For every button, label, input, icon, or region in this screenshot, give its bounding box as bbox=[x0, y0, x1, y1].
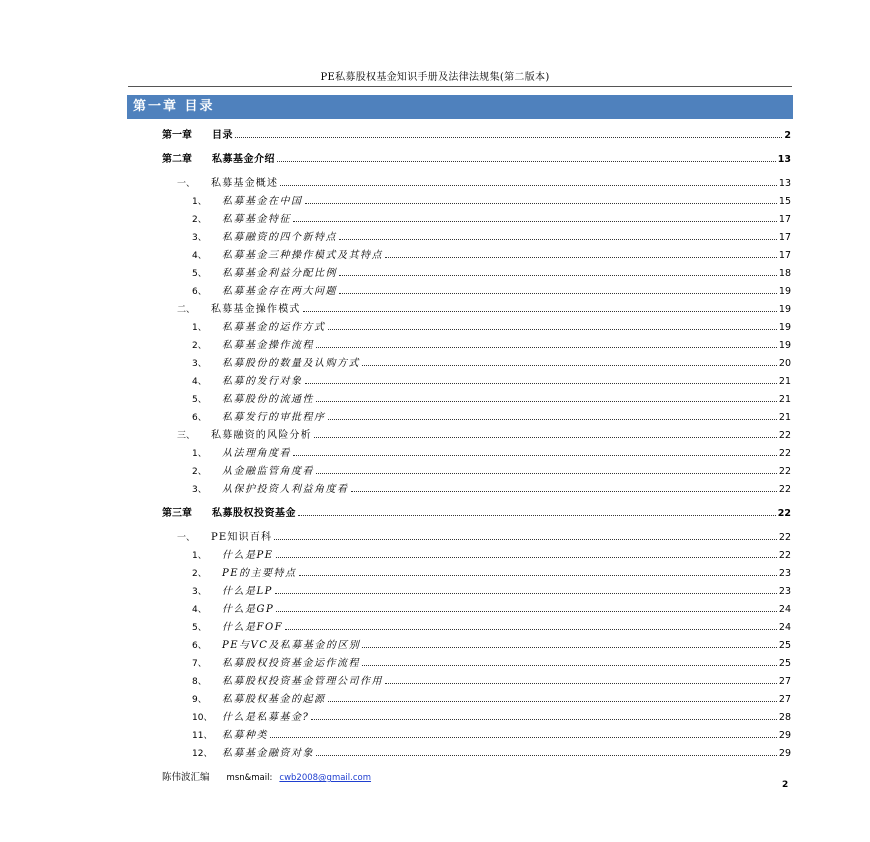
toc-entry-number: 6、 bbox=[192, 287, 207, 297]
toc-entry[interactable] bbox=[192, 545, 791, 561]
toc-entry[interactable] bbox=[192, 581, 791, 597]
toc-entry[interactable] bbox=[192, 371, 791, 387]
toc-entry-page: 22 bbox=[778, 448, 791, 459]
toc-entry-label: 私募基金概述 bbox=[211, 178, 279, 189]
toc-entry[interactable] bbox=[192, 317, 791, 333]
toc-entry-number: 7、 bbox=[192, 659, 207, 669]
toc-entry-page: 21 bbox=[778, 394, 791, 405]
toc-entry-number: 3、 bbox=[192, 587, 207, 597]
toc-entry-label: 什么是GP bbox=[222, 604, 275, 615]
toc-entry-label: 从金融监管角度看 bbox=[222, 466, 314, 477]
toc-entry-number: 11、 bbox=[192, 731, 213, 741]
toc-entry[interactable] bbox=[192, 407, 791, 423]
toc-dot-leader bbox=[277, 161, 776, 162]
toc-dot-leader bbox=[293, 221, 777, 222]
toc-dot-leader bbox=[339, 275, 777, 276]
toc-entry-number: 4、 bbox=[192, 605, 207, 615]
toc-entry-number: 5、 bbox=[192, 623, 207, 633]
toc-entry-page: 22 bbox=[778, 430, 791, 441]
toc-dot-leader bbox=[293, 455, 777, 456]
toc-entry-label: 私募基金利益分配比例 bbox=[222, 268, 337, 279]
toc-entry-number: 4、 bbox=[192, 251, 207, 261]
toc-entry[interactable] bbox=[162, 149, 791, 165]
toc-entry-number: 1、 bbox=[192, 449, 207, 459]
toc-entry-page: 25 bbox=[778, 640, 791, 651]
toc-dot-leader bbox=[303, 311, 777, 312]
toc-entry-label: 从法理角度看 bbox=[222, 448, 291, 459]
toc-dot-leader bbox=[305, 203, 777, 204]
toc-dot-leader bbox=[362, 365, 777, 366]
toc-entry[interactable] bbox=[192, 707, 791, 723]
toc-entry-label: 什么是FOF bbox=[222, 622, 284, 633]
toc-entry-label: 私募股权基金的起源 bbox=[222, 694, 326, 705]
toc-entry-page: 21 bbox=[778, 376, 791, 387]
toc-entry-number: 8、 bbox=[192, 677, 207, 687]
page-number: 2 bbox=[782, 780, 789, 790]
toc-entry-number: 2、 bbox=[192, 467, 207, 477]
toc-dot-leader bbox=[316, 473, 777, 474]
toc-entry-label: 什么是私募基金? bbox=[222, 712, 310, 723]
toc-dot-leader bbox=[385, 683, 777, 684]
toc-entry[interactable] bbox=[192, 263, 791, 279]
toc-entry-label: 私募融资的四个新特点 bbox=[222, 232, 337, 243]
toc-entry-label: 私募股份的流通性 bbox=[222, 394, 314, 405]
toc-entry-label: 私募种类 bbox=[222, 730, 268, 741]
toc-entry-label: 私募股权投资基金 bbox=[212, 508, 296, 519]
toc-entry-page: 15 bbox=[778, 196, 791, 207]
toc-entry[interactable] bbox=[177, 425, 791, 441]
toc-entry-number: 三、 bbox=[177, 431, 196, 441]
toc-dot-leader bbox=[362, 647, 777, 648]
footer-email-link[interactable]: cwb2008@gmail.com bbox=[279, 773, 372, 783]
toc-entry-number: 2、 bbox=[192, 215, 207, 225]
toc-entry-page: 21 bbox=[778, 412, 791, 423]
toc-entry[interactable] bbox=[192, 563, 791, 579]
toc-entry-number: 6、 bbox=[192, 413, 207, 423]
toc-dot-leader bbox=[298, 515, 776, 516]
toc-entry-number: 一、 bbox=[177, 179, 196, 189]
toc-entry-number: 10、 bbox=[192, 713, 213, 723]
toc-entry-page: 28 bbox=[778, 712, 791, 723]
toc-entry-page: 17 bbox=[778, 250, 791, 261]
toc-entry[interactable] bbox=[192, 281, 791, 297]
toc-entry-number: 12、 bbox=[192, 749, 213, 759]
toc-entry-number: 1、 bbox=[192, 197, 207, 207]
footer-author: 陈伟波汇编 bbox=[162, 772, 210, 783]
toc-entry-label: 私募基金操作模式 bbox=[211, 304, 301, 315]
toc-entry-page: 17 bbox=[778, 232, 791, 243]
toc-entry[interactable] bbox=[162, 503, 791, 519]
toc-entry[interactable] bbox=[192, 335, 791, 351]
toc-entry-number: 3、 bbox=[192, 485, 207, 495]
toc-entry[interactable] bbox=[192, 599, 791, 615]
toc-entry-number: 9、 bbox=[192, 695, 207, 705]
toc-entry-page: 22 bbox=[778, 466, 791, 477]
toc-entry-page: 22 bbox=[778, 532, 791, 543]
toc-entry-page: 22 bbox=[778, 484, 791, 495]
toc-entry-number: 1、 bbox=[192, 323, 207, 333]
toc-entry-page: 17 bbox=[778, 214, 791, 225]
toc-entry-number: 4、 bbox=[192, 377, 207, 387]
toc-dot-leader bbox=[276, 611, 777, 612]
toc-dot-leader bbox=[275, 593, 777, 594]
toc-entry-label: 私募股权投资基金运作流程 bbox=[222, 658, 360, 669]
toc-entry-page: 19 bbox=[778, 322, 791, 333]
toc-entry[interactable] bbox=[192, 617, 791, 633]
toc-entry-page: 23 bbox=[778, 586, 791, 597]
toc-entry-label: 从保护投资人利益角度看 bbox=[222, 484, 349, 495]
toc-entry[interactable] bbox=[192, 227, 791, 243]
toc-entry-number: 1、 bbox=[192, 551, 207, 561]
toc-entry-label: 私募基金的运作方式 bbox=[222, 322, 326, 333]
toc-entry[interactable] bbox=[177, 299, 791, 315]
toc-dot-leader bbox=[305, 383, 777, 384]
toc-entry-label: 私募股份的数量及认购方式 bbox=[222, 358, 360, 369]
footer-mail-label: msn&mail: bbox=[226, 773, 273, 783]
toc-entry[interactable] bbox=[192, 461, 791, 477]
toc-entry[interactable] bbox=[192, 479, 791, 495]
toc-entry-label: 私募发行的审批程序 bbox=[222, 412, 326, 423]
toc-entry-number: 6、 bbox=[192, 641, 207, 651]
toc-entry-page: 24 bbox=[778, 622, 791, 633]
toc-dot-leader bbox=[328, 329, 777, 330]
toc-dot-leader bbox=[385, 257, 777, 258]
toc-entry[interactable] bbox=[177, 173, 791, 189]
toc-dot-leader bbox=[339, 293, 777, 294]
toc-entry-label: 私募基金三种操作模式及其特点 bbox=[222, 250, 383, 261]
toc-entry-label: 私募基金介绍 bbox=[212, 154, 275, 165]
toc-entry-label: 目录 bbox=[212, 130, 233, 141]
toc-entry-label: 什么是LP bbox=[222, 586, 273, 597]
toc-entry-number: 2、 bbox=[192, 341, 207, 351]
toc-entry-page: 27 bbox=[778, 694, 791, 705]
toc-entry-number: 第二章 bbox=[162, 154, 192, 165]
toc-entry[interactable] bbox=[192, 191, 791, 207]
toc-entry-label: 私募的发行对象 bbox=[222, 376, 303, 387]
toc-entry-label: 私募基金特征 bbox=[222, 214, 291, 225]
toc-dot-leader bbox=[316, 347, 777, 348]
toc-entry-label: PE与VC及私募基金的区别 bbox=[222, 640, 361, 651]
toc-entry-label: 私募基金在中国 bbox=[222, 196, 303, 207]
toc-entry-page: 19 bbox=[778, 304, 791, 315]
toc-entry[interactable] bbox=[192, 743, 791, 759]
toc-dot-leader bbox=[314, 437, 777, 438]
toc-entry[interactable] bbox=[192, 443, 791, 459]
toc-dot-leader bbox=[235, 137, 782, 138]
toc-entry[interactable] bbox=[192, 725, 791, 741]
toc-entry-label: 私募股权投资基金管理公司作用 bbox=[222, 676, 383, 687]
toc-entry-number: 2、 bbox=[192, 569, 207, 579]
toc-dot-leader bbox=[362, 665, 777, 666]
toc-entry[interactable] bbox=[192, 689, 791, 705]
toc-entry-number: 第三章 bbox=[162, 508, 192, 519]
toc-entry-number: 二、 bbox=[177, 305, 196, 315]
toc-entry-label: 私募基金存在两大问题 bbox=[222, 286, 337, 297]
toc-entry-page: 18 bbox=[778, 268, 791, 279]
toc-entry-number: 5、 bbox=[192, 395, 207, 405]
toc-entry[interactable] bbox=[192, 635, 791, 651]
toc-entry-number: 第一章 bbox=[162, 130, 192, 141]
toc-dot-leader bbox=[316, 755, 777, 756]
chapter-heading-band: 第一章 目录 bbox=[127, 95, 793, 119]
toc-entry-page: 19 bbox=[778, 286, 791, 297]
toc-entry-number: 5、 bbox=[192, 269, 207, 279]
toc-entry-label: PE的主要特点 bbox=[222, 568, 297, 579]
toc-dot-leader bbox=[339, 239, 777, 240]
toc-entry-page: 24 bbox=[778, 604, 791, 615]
toc-entry-page: 25 bbox=[778, 658, 791, 669]
toc-entry-page: 22 bbox=[777, 508, 791, 519]
page-footer bbox=[162, 769, 371, 783]
toc-entry-page: 13 bbox=[777, 154, 791, 165]
toc-entry[interactable] bbox=[192, 653, 791, 669]
toc-dot-leader bbox=[276, 557, 777, 558]
toc-entry-number: 一、 bbox=[177, 533, 196, 543]
toc-dot-leader bbox=[274, 539, 777, 540]
toc-entry[interactable] bbox=[177, 527, 791, 543]
toc-entry[interactable] bbox=[192, 353, 791, 369]
toc-entry-label: 私募基金操作流程 bbox=[222, 340, 314, 351]
running-header-title: PE私募股权基金知识手册及法律法规集(第二版本) bbox=[320, 72, 550, 83]
toc-dot-leader bbox=[316, 401, 777, 402]
toc-entry-label: 私募融资的风险分析 bbox=[211, 430, 312, 441]
toc-entry-page: 29 bbox=[778, 730, 791, 741]
toc-dot-leader bbox=[280, 185, 777, 186]
toc-entry[interactable] bbox=[192, 389, 791, 405]
toc-entry-page: 29 bbox=[778, 748, 791, 759]
toc-dot-leader bbox=[351, 491, 777, 492]
toc-entry[interactable] bbox=[192, 671, 791, 687]
toc-entry-page: 23 bbox=[778, 568, 791, 579]
toc-entry[interactable] bbox=[192, 209, 791, 225]
header-divider bbox=[128, 86, 792, 87]
toc-entry-page: 13 bbox=[778, 178, 791, 189]
toc-dot-leader bbox=[328, 419, 777, 420]
toc-entry[interactable] bbox=[192, 245, 791, 261]
toc-entry-page: 19 bbox=[778, 340, 791, 351]
toc-dot-leader bbox=[328, 701, 777, 702]
toc-entry-label: 什么是PE bbox=[222, 550, 274, 561]
toc-entry[interactable] bbox=[162, 125, 791, 141]
toc-dot-leader bbox=[299, 575, 777, 576]
toc-entry-number: 3、 bbox=[192, 233, 207, 243]
toc-entry-page: 20 bbox=[778, 358, 791, 369]
toc-dot-leader bbox=[311, 719, 777, 720]
toc-entry-label: PE知识百科 bbox=[211, 532, 273, 543]
toc-dot-leader bbox=[270, 737, 777, 738]
toc-entry-number: 3、 bbox=[192, 359, 207, 369]
toc-entry-page: 2 bbox=[784, 130, 791, 141]
toc-entry-page: 22 bbox=[778, 550, 791, 561]
toc-entry-label: 私募基金融资对象 bbox=[222, 748, 314, 759]
toc-entry-page: 27 bbox=[778, 676, 791, 687]
toc-dot-leader bbox=[285, 629, 777, 630]
